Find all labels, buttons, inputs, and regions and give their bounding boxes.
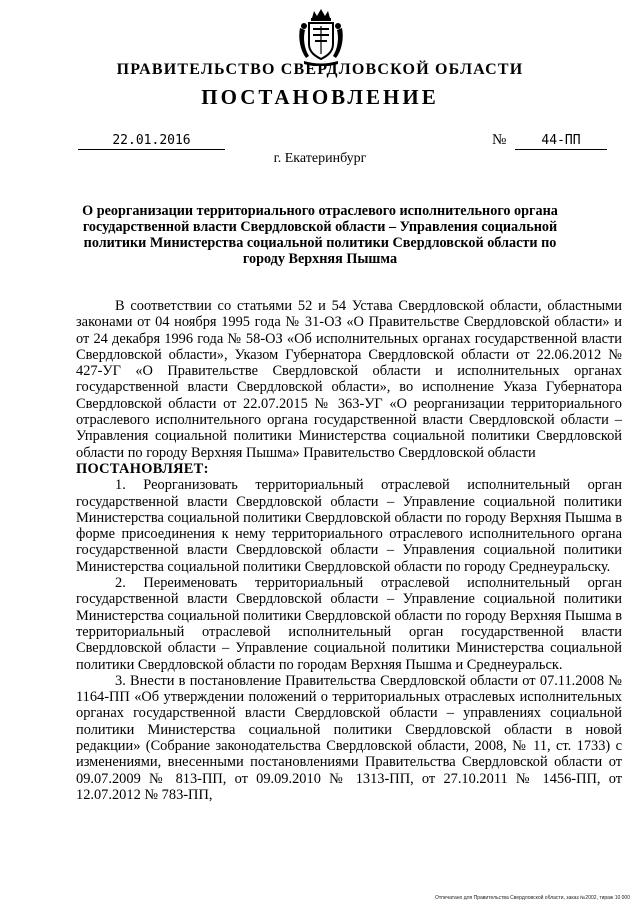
- city-line: г. Екатеринбург: [273, 151, 367, 166]
- government-title: ПРАВИТЕЛЬСТВО СВЕРДЛОВСКОЙ ОБЛАСТИ: [116, 61, 524, 78]
- coat-of-arms-emblem: [296, 8, 346, 66]
- document-body: [76, 298, 622, 803]
- number-sign: №: [492, 132, 507, 148]
- print-footer: Отпечатано для Правительства Свердловской области, заказ №2002, тираж 10 000: [434, 895, 630, 901]
- document-number: 44-ПП: [515, 133, 607, 150]
- decree-word: ПОСТАНОВЛЯЕТ:: [76, 460, 209, 477]
- item-paragraph-2: 2. Переименовать территориальный отраслевой исполнительный орган государственной власти Свердловской области – Управление социальной политики Министерства социальной политики Свердловской области по городу Верхняя Пышма в территориальный отраслевой исполнительный орган государственной власти Свердловской области – Управление социальной политики Министерства социальной политики Свердловской области по городам Верхняя Пышма и Среднеуральск.: [76, 575, 622, 673]
- document-type: ПОСТАНОВЛЕНИЕ: [201, 85, 439, 109]
- document-date: 22.01.2016: [78, 133, 225, 150]
- item-paragraph-1: 1. Реорганизовать территориальный отраслевой исполнительный орган государственной власти Свердловской области – Управление социальной политики Министерства социальной политики Свердловской области по городу Верхняя Пышма в форме присоединения к нему территориального отраслевого исполнительного органа государственной власти Свердловской области – Управления социальной политики Министерства социальной политики Свердловской области по городу Среднеуральску.: [76, 477, 622, 575]
- preamble-paragraph: В соответствии со статьями 52 и 54 Устава Свердловской области, областными законами от 04 ноября 1995 года № 31-ОЗ «О Правительстве Свердловской области» и от 24 декабря 1996 года № 58-ОЗ «Об исполнительных органах государственной власти Свердловской области», Указом Губернатора Свердловской области от 22.06.2012 № 427-УГ «О Правительстве Свердловской области и исполнительных органах государственной власти Свердловской области», во исполнение Указа Губернатора Свердловской области от 22.07.2015 № 363-УГ «О реорганизации территориального отраслевого исполнительного органа государственной власти Свердловской области – Управления социальной политики Министерства социальной политики Свердловской области по городу Верхняя Пышма» Правительство Свердловской области: [76, 298, 622, 461]
- item-paragraph-3: 3. Внести в постановление Правительства Свердловской области от 07.11.2008 № 1164-ПП «Об утверждении положений о территориальных отраслевых исполнительных органах государственной власти Свердловской области – управлениях социальной политики Министерства социальной политики Свердловской области в новой редакции» (Собрание законодательства Свердловской области, 2008, № 11, ст. 1733) с изменениями, внесенными постановлениями Правительства Свердловской области от 09.07.2009 № 813-ПП, от 09.09.2010 № 1313-ПП, от 27.10.2011 № 1456-ПП, от 12.07.2012 № 783-ПП,: [76, 672, 622, 803]
- document-heading: О реорганизации территориального отраслевого исполнительного органа государственной власти Свердловской области – Управления социальной политики Министерства социальной политики Свердловской области по городу Верхняя Пышма: [82, 203, 558, 267]
